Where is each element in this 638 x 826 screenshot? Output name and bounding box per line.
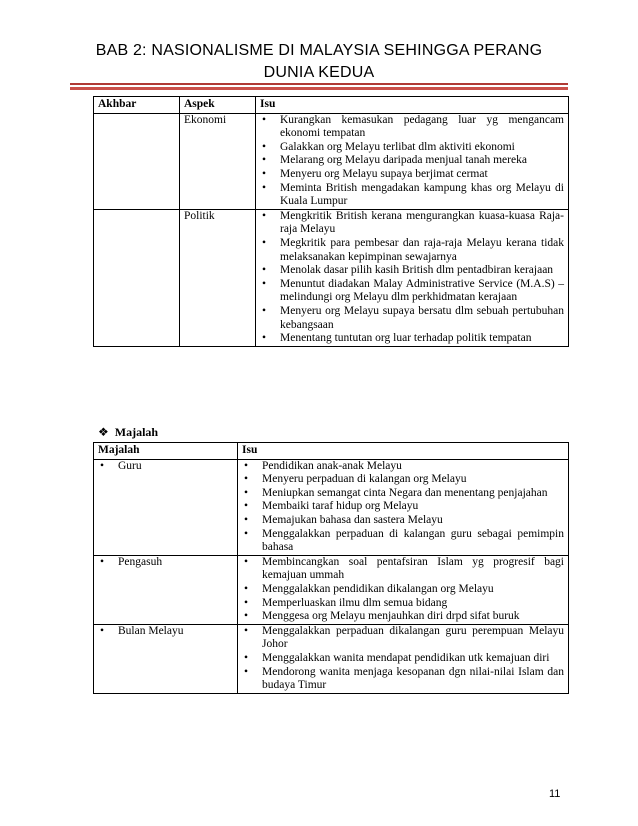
section-heading-text: Majalah bbox=[114, 425, 159, 439]
table-row bbox=[94, 209, 569, 346]
list-item: • Membaiki taraf hidup org Melayu bbox=[242, 500, 564, 514]
list-item: • Menggalakkan perpaduan dikalangan guru perempuan Melayu Johor bbox=[242, 625, 564, 652]
list-item: • Menyeru org Melayu supaya bersatu dlm sebuah pertubuhan kebangsaan bbox=[260, 305, 564, 332]
majalah-cell bbox=[94, 459, 238, 555]
list-item: • Meniupkan semangat cinta Negara dan menentang penjajahan bbox=[242, 487, 564, 501]
isu-cell bbox=[238, 624, 569, 693]
list-item: • Menggalakkan perpaduan di kalangan guru sebagai pemimpin bahasa bbox=[242, 528, 564, 555]
list-item: • Pendidikan anak-anak Melayu bbox=[242, 460, 564, 474]
title-rule-bottom bbox=[70, 87, 568, 90]
header-majalah: Majalah bbox=[94, 443, 238, 460]
list-item: • Menentang tuntutan org luar terhadap politik tempatan bbox=[260, 332, 564, 346]
list-item: • Memajukan bahasa dan sastera Melayu bbox=[242, 514, 564, 528]
isu-list bbox=[260, 114, 564, 209]
section-heading-majalah bbox=[98, 425, 158, 440]
majalah-name: • Bulan Melayu bbox=[98, 625, 233, 639]
isu-cell bbox=[238, 555, 569, 624]
title-rule-top bbox=[70, 83, 568, 85]
list-item: • Megkritik para pembesar dan raja-raja Melayu kerana tidak melaksanakan kepimpinan sewajarnya bbox=[260, 237, 564, 264]
table-row bbox=[94, 459, 569, 555]
aspek-cell: Politik bbox=[180, 209, 256, 346]
list-item: • Membincangkan soal pentafsiran Islam yg progresif bagi kemajuan ummah bbox=[242, 556, 564, 583]
isu-list bbox=[242, 625, 564, 693]
isu-list bbox=[242, 556, 564, 624]
list-item: • Menyeru perpaduan di kalangan org Melayu bbox=[242, 473, 564, 487]
list-item: • Menyeru org Melayu supaya berjimat cermat bbox=[260, 168, 564, 182]
isu-cell bbox=[238, 459, 569, 555]
table-row bbox=[94, 624, 569, 693]
list-item: • Kurangkan kemasukan pedagang luar yg mengancam ekonomi tempatan bbox=[260, 114, 564, 141]
list-item: • Menggalakkan wanita mendapat pendidikan utk kemajuan diri bbox=[242, 652, 564, 666]
majalah-table-header bbox=[94, 443, 569, 460]
akhbar-cell bbox=[94, 113, 180, 209]
majalah-name: • Pengasuh bbox=[98, 556, 233, 570]
isu-list bbox=[260, 210, 564, 346]
akhbar-table-header bbox=[94, 97, 569, 114]
list-item: • Menggalakkan pendidikan dikalangan org Melayu bbox=[242, 583, 564, 597]
list-item: • Memperluaskan ilmu dlm semua bidang bbox=[242, 597, 564, 611]
table-row bbox=[94, 113, 569, 209]
isu-cell bbox=[256, 113, 569, 209]
list-item: • Menolak dasar pilih kasih British dlm pentadbiran kerajaan bbox=[260, 264, 564, 278]
isu-list bbox=[242, 460, 564, 555]
header-isu: Isu bbox=[256, 97, 569, 114]
table-row bbox=[94, 555, 569, 624]
majalah-name: • Guru bbox=[98, 460, 233, 474]
akhbar-cell bbox=[94, 209, 180, 346]
page-title: BAB 2: NASIONALISME DI MALAYSIA SEHINGGA PERANG DUNIA KEDUA bbox=[95, 42, 543, 81]
list-item: • Mendorong wanita menjaga kesopanan dgn nilai-nilai Islam dan budaya Timur bbox=[242, 666, 564, 693]
aspek-cell: Ekonomi bbox=[180, 113, 256, 209]
akhbar-table bbox=[93, 96, 569, 347]
majalah-cell bbox=[94, 624, 238, 693]
header-aspek: Aspek bbox=[180, 97, 256, 114]
majalah-cell bbox=[94, 555, 238, 624]
diamond-bullet-icon: ❖ bbox=[98, 425, 109, 439]
list-item: • Menggesa org Melayu menjauhkan diri drpd sifat buruk bbox=[242, 610, 564, 624]
isu-cell bbox=[256, 209, 569, 346]
header-akhbar: Akhbar bbox=[94, 97, 180, 114]
page-number: 11 bbox=[549, 788, 561, 800]
header-isu-2: Isu bbox=[238, 443, 569, 460]
list-item: • Mengkritik British kerana mengurangkan kuasa-kuasa Raja-raja Melayu bbox=[260, 210, 564, 237]
list-item: • Menuntut diadakan Malay Administrative Service (M.A.S) – melindungi org Melayu dlm perkhidmatan kerajaan bbox=[260, 278, 564, 305]
majalah-table bbox=[93, 442, 569, 694]
list-item: • Galakkan org Melayu terlibat dlm aktiviti ekonomi bbox=[260, 141, 564, 155]
list-item: • Melarang org Melayu daripada menjual tanah mereka bbox=[260, 154, 564, 168]
list-item: • Meminta British mengadakan kampung khas org Melayu di Kuala Lumpur bbox=[260, 182, 564, 209]
